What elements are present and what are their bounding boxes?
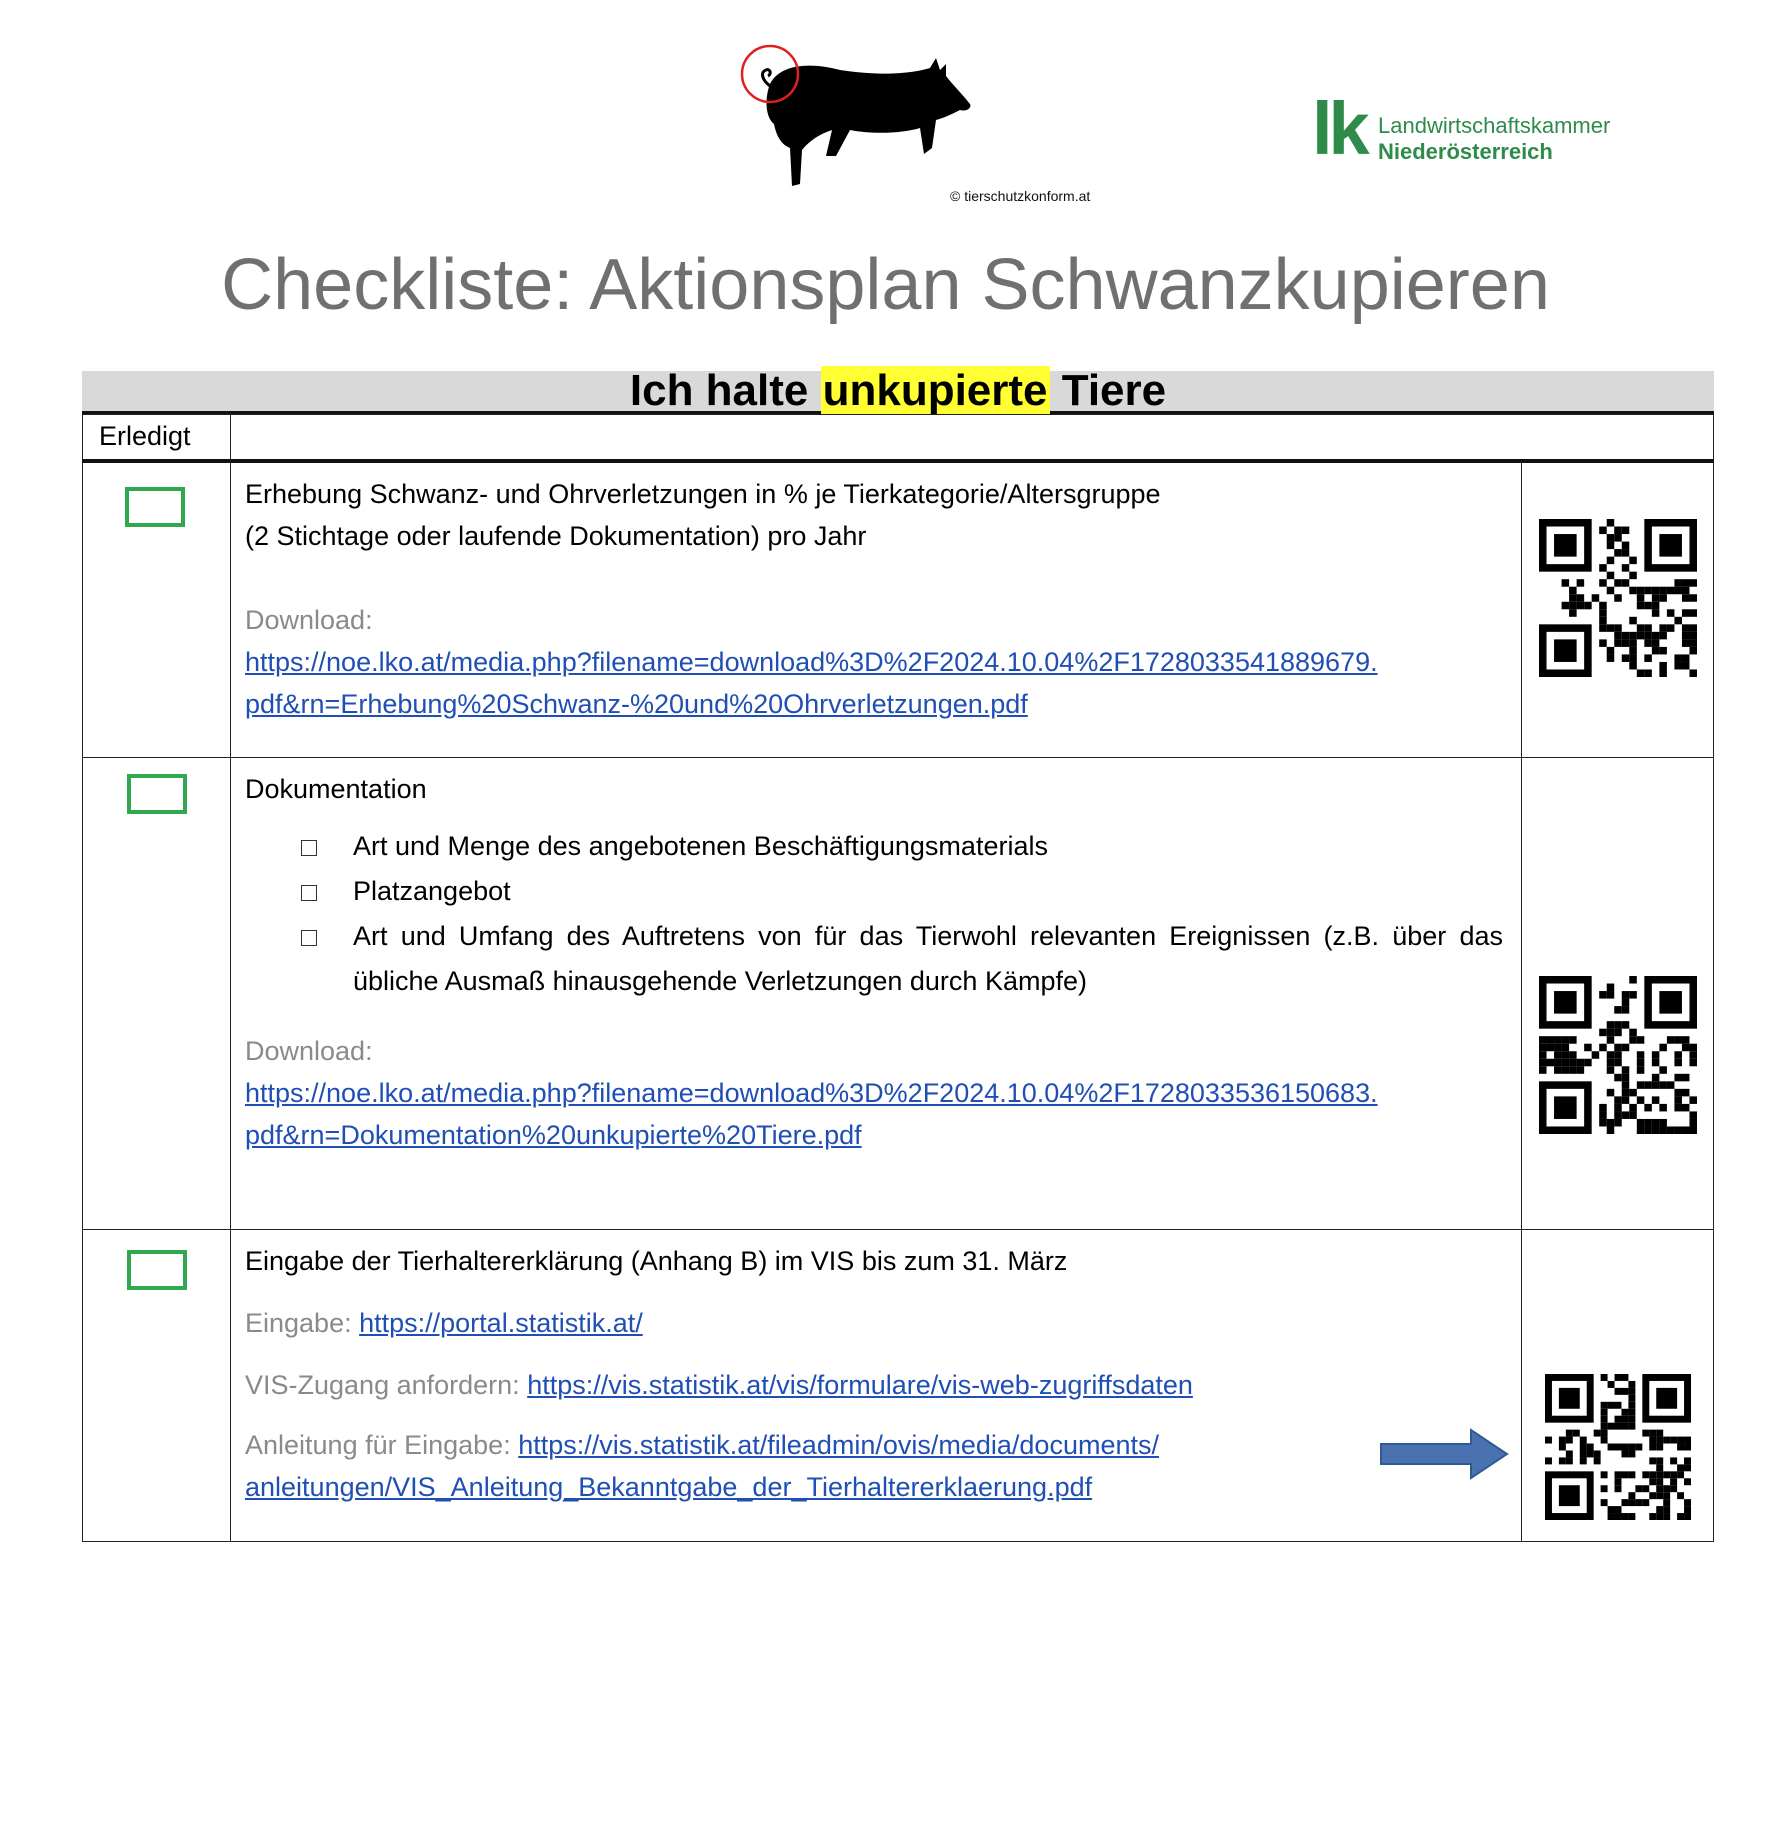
qr-code-icon[interactable]	[1545, 1374, 1691, 1520]
list-item-text: Art und Umfang des Auftretens von für das Tierwohl relevanten Ereignissen (z.B. über das übliche Ausmaß hinausgehende Verletzungen durch Kämpfe)	[353, 920, 1503, 996]
heading-post: Tiere	[1049, 366, 1167, 415]
eingabe-link[interactable]: https://portal.statistik.at/	[359, 1307, 643, 1338]
download-link[interactable]: pdf&rn=Erhebung%20Schwanz-%20und%20Ohrverletzungen.pdf	[245, 689, 1028, 719]
list-checkbox-icon[interactable]	[301, 840, 317, 856]
column-header-erledigt: Erledigt	[83, 415, 231, 462]
section-heading	[82, 366, 1714, 415]
column-header-empty	[231, 415, 1714, 462]
row-title: Dokumentation	[245, 773, 427, 804]
heading-pre: Ich halte	[629, 366, 821, 415]
eingabe-label: Eingabe:	[245, 1307, 352, 1338]
logo-text	[1378, 113, 1610, 165]
download-link[interactable]: https://noe.lko.at/media.php?filename=download%3D%2F2024.10.04%2F1728033541889679.	[245, 647, 1378, 677]
list-item	[301, 914, 1503, 1004]
anleitung-link[interactable]: https://vis.statistik.at/fileadmin/ovis/media/documents/	[518, 1429, 1159, 1460]
list-item-text: Platzangebot	[353, 875, 511, 906]
anleitung-link[interactable]: anleitungen/VIS_Anleitung_Bekanntgabe_der_Tierhaltererklaerung.pdf	[245, 1471, 1093, 1502]
vis-link[interactable]: https://vis.statistik.at/vis/formulare/vis-web-zugriffsdaten	[527, 1369, 1193, 1400]
pig-silhouette-icon	[740, 44, 980, 194]
download-link[interactable]: pdf&rn=Dokumentation%20unkupierte%20Tiere.pdf	[245, 1119, 862, 1150]
logo-mark: lk	[1312, 87, 1366, 170]
content-cell	[231, 757, 1522, 1229]
content-cell	[231, 1229, 1522, 1541]
list-checkbox-icon[interactable]	[301, 885, 317, 901]
row-text-line: Erhebung Schwanz- und Ohrverletzungen in % je Tierkategorie/Altersgruppe	[245, 479, 1161, 509]
checkbox-cell	[83, 757, 231, 1229]
row-text-line: (2 Stichtage oder laufende Dokumentation) pro Jahr	[245, 521, 867, 551]
table-row	[83, 1229, 1714, 1541]
arrow-right-icon	[1379, 1426, 1511, 1482]
done-checkbox[interactable]	[127, 774, 187, 814]
qr-cell	[1522, 757, 1714, 1229]
table-header-row	[83, 415, 1714, 462]
content-cell	[231, 461, 1522, 757]
qr-cell	[1522, 461, 1714, 757]
table-row	[83, 757, 1714, 1229]
page-title: Checkliste: Aktionsplan Schwanzkupieren	[221, 245, 1550, 325]
documentation-list	[245, 824, 1503, 1004]
download-label: Download:	[245, 605, 373, 635]
list-item	[301, 869, 1503, 914]
logo-line1: Landwirtschaftskammer	[1378, 113, 1611, 138]
checklist-table	[82, 414, 1714, 1542]
table-row	[83, 461, 1714, 757]
done-checkbox[interactable]	[125, 487, 185, 527]
qr-code-icon[interactable]	[1539, 976, 1697, 1134]
list-checkbox-icon[interactable]	[301, 930, 317, 946]
row-title: Eingabe der Tierhaltererklärung (Anhang B) im VIS bis zum 31. März	[245, 1245, 1068, 1276]
done-checkbox[interactable]	[127, 1250, 187, 1290]
qr-cell	[1522, 1229, 1714, 1541]
list-item-text: Art und Menge des angebotenen Beschäftigungsmaterials	[353, 830, 1048, 861]
download-link[interactable]: https://noe.lko.at/media.php?filename=download%3D%2F2024.10.04%2F1728033536150683.	[245, 1077, 1378, 1108]
vis-label: VIS-Zugang anfordern:	[245, 1369, 520, 1400]
checkbox-cell	[83, 461, 231, 757]
copyright-text: © tierschutzkonform.at	[950, 188, 1091, 204]
qr-code-icon[interactable]	[1539, 519, 1697, 677]
logo-line2: Niederösterreich	[1378, 139, 1553, 164]
checkbox-cell	[83, 1229, 231, 1541]
list-item	[301, 824, 1503, 869]
download-label: Download:	[245, 1035, 373, 1066]
anleitung-label: Anleitung für Eingabe:	[245, 1429, 511, 1460]
heading-highlight: unkupierte	[822, 366, 1048, 415]
